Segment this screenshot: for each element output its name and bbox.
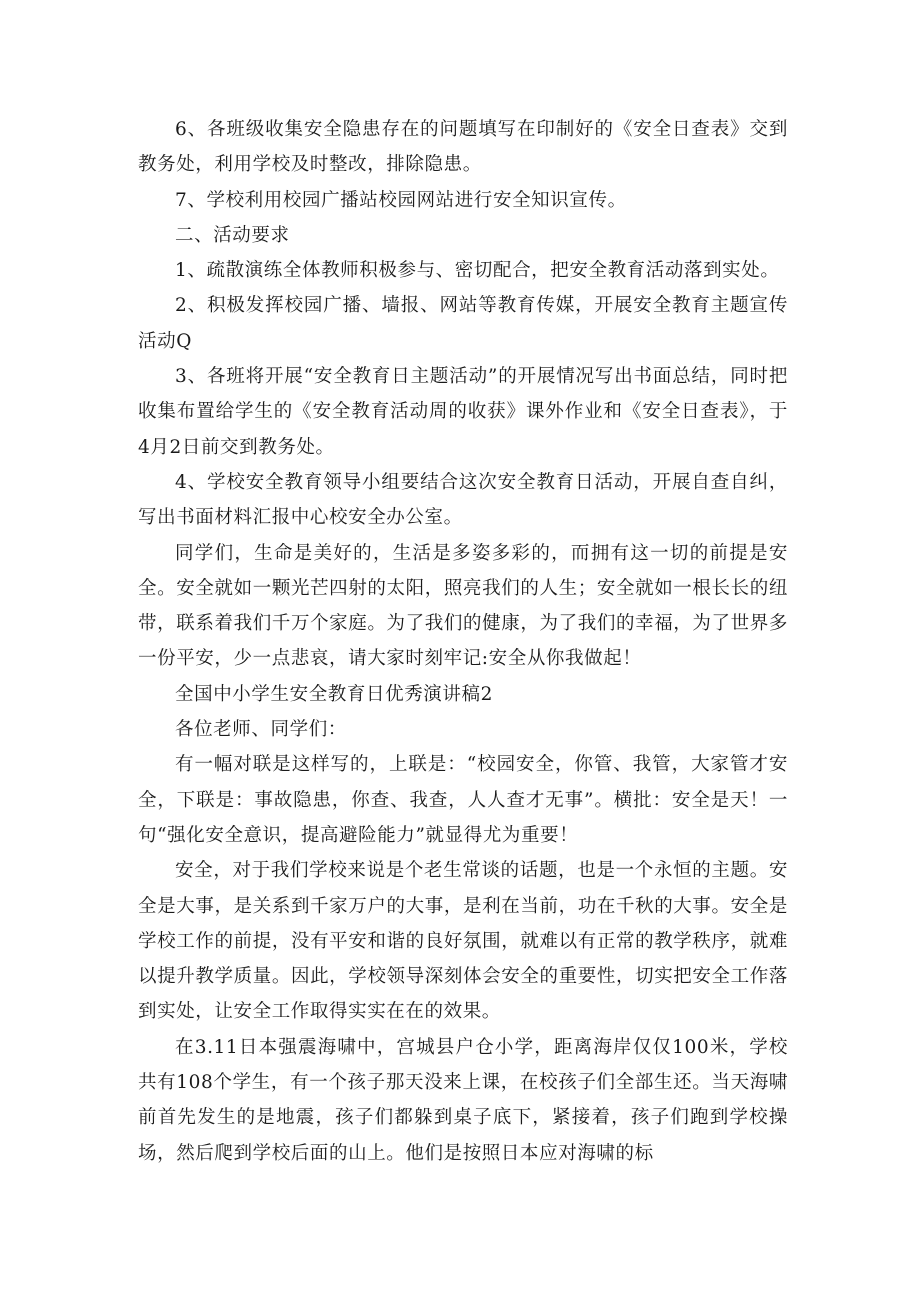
paragraph-couplet: 有一幅对联是这样写的，上联是：“校园安全，你管、我管，大家管才安全，下联是：事故隐患，你查、我查，人人查才无事”。横批：安全是天！一句“强化安全意识，提高避险能力”就显得尤为重要！ bbox=[138, 754, 788, 846]
paragraph-item-7: 7、学校利用校园广播站校园网站进行安全知识宣传。 bbox=[175, 189, 627, 211]
paragraph-item-6: 6、各班级收集安全隐患存在的问题填写在印制好的《安全日查表》交到教务处，利用学校及时整改，排除隐患。 bbox=[138, 119, 788, 176]
speech-title: 全国中小学生安全教育日优秀演讲稿2 bbox=[175, 683, 493, 705]
paragraph-requirement-4: 4、学校安全教育领导小组要结合这次安全教育日活动，开展自查自纠，写出书面材料汇报中心校安全办公室。 bbox=[138, 471, 788, 529]
paragraph-closing: 同学们，生命是美好的，生活是多姿多彩的，而拥有这一切的前提是安全。安全就如一颗光芒四射的太阳，照亮我们的人生；安全就如一根长长的纽带，联系着我们千万个家庭。为了我们的健康，为了我们的幸福，为了世界多一份平安，少一点悲哀，请大家时刻牢记:安全从你我做起！ bbox=[138, 542, 788, 670]
paragraph-requirement-3: 3、各班将开展“安全教育日主题活动”的开展情况写出书面总结，同时把收集布置给学生的《安全教育活动周的收获》课外作业和《安全日查表》，于4月2日前交到教务处。 bbox=[138, 366, 788, 458]
paragraph-safety-importance: 安全，对于我们学校来说是个老生常谈的话题，也是一个永恒的主题。安全是大事，是关系到千家万户的大事，是利在当前，功在千秋的大事。安全是学校工作的前提，没有平安和谐的良好氛围，就难以有正常的教学秩序，就难以提升教学质量。因此，学校领导深刻体会安全的重要性，切实把安全工作落到实处，让安全工作取得实实在在的效果。 bbox=[138, 860, 788, 1023]
document-page bbox=[138, 112, 788, 1171]
section-heading-activity-requirements: 二、活动要求 bbox=[175, 224, 290, 246]
paragraph-requirement-2: 2、积极发挥校园广播、墙报、网站等教育传媒，开展安全教育主题宣传活动Q bbox=[138, 295, 788, 352]
paragraph-tsunami-story: 在3.11日本强震海啸中，宫城县户仓小学，距离海岸仅仅100米，学校共有108个学生，有一个孩子那天没来上课，在校孩子们全部生还。当天海啸前首先发生的是地震，孩子们都躲到桌子底下，紧接着，孩子们跑到学校操场，然后爬到学校后面的山上。他们是按照日本应对海啸的标 bbox=[138, 1036, 788, 1164]
speech-greeting: 各位老师、同学们： bbox=[175, 719, 347, 741]
paragraph-requirement-1: 1、疏散演练全体教师积极参与、密切配合，把安全教育活动落到实处。 bbox=[175, 260, 780, 282]
